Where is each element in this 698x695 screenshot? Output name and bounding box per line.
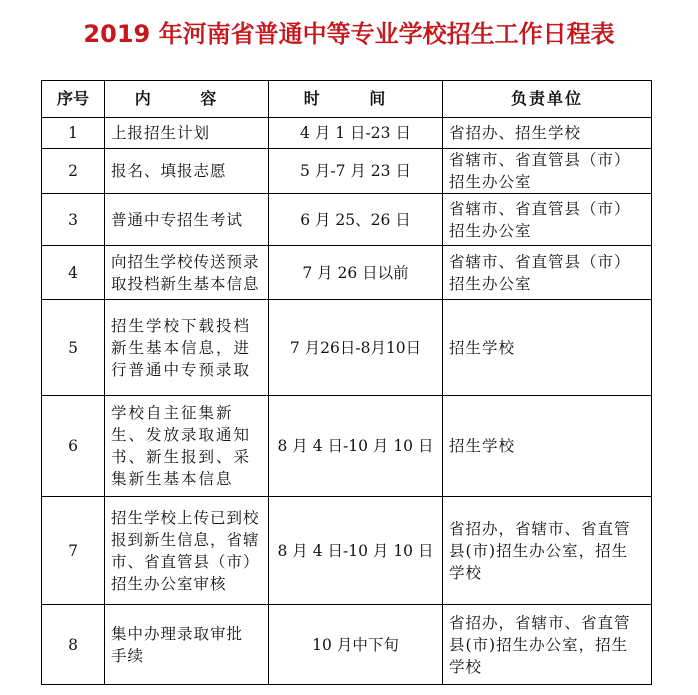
content-line: 招生办公室审核 [111, 574, 227, 593]
row-time: 4 月 1 日-23 日 [269, 118, 443, 149]
row-unit [443, 246, 652, 300]
content-line: 报名、填报志愿 [111, 162, 227, 180]
content-line: 集中办理录取审批 [111, 624, 244, 643]
unit-line: 省辖市、省直管县（市） [449, 199, 631, 218]
table-row [42, 605, 652, 685]
unit-line: 省辖市、省直管县（市） [449, 151, 631, 169]
row-number: 3 [42, 194, 105, 246]
unit-line: 学校 [449, 563, 483, 582]
content-line: 手续 [111, 646, 145, 665]
row-time: 7 月26日-8月10日 [269, 300, 443, 396]
content-line: 学校自主征集新 [111, 404, 234, 422]
table-row [42, 300, 652, 396]
row-unit [443, 396, 652, 497]
header-no: 序号 [42, 81, 105, 118]
row-time: 8 月 4 日-10 月 10 日 [269, 497, 443, 605]
content-line: 招生学校下载投档 [111, 316, 252, 335]
row-content [105, 118, 269, 149]
row-unit [443, 118, 652, 149]
row-time: 10 月中下旬 [269, 605, 443, 685]
row-unit [443, 605, 652, 685]
content-line: 生、发放录取通知 [111, 426, 252, 444]
row-content [105, 194, 269, 246]
content-line: 上报招生计划 [111, 124, 211, 142]
page-title: 2019 年河南省普通中等专业学校招生工作日程表 [83, 20, 615, 48]
unit-line: 招生办公室 [449, 221, 532, 240]
content-line: 取投档新生基本信息 [111, 274, 260, 293]
content-line: 普通中专招生考试 [111, 210, 244, 229]
unit-line: 县(市)招生办公室，招生 [449, 541, 629, 560]
unit-line: 招生办公室 [449, 173, 532, 191]
row-content [105, 396, 269, 497]
row-content [105, 246, 269, 300]
row-number: 6 [42, 396, 105, 497]
content-line: 市、省直管县（市） [111, 552, 260, 571]
unit-line: 省招办、招生学校 [449, 124, 582, 142]
content-line: 集新生基本信息 [111, 470, 234, 488]
header-unit: 负责单位 [443, 81, 652, 118]
unit-line: 县(市)招生办公室，招生 [449, 635, 629, 654]
unit-line: 省辖市、省直管县（市） [449, 252, 631, 271]
row-content [105, 149, 269, 194]
content-line: 报到新生信息，省辖 [111, 530, 260, 549]
row-number: 1 [42, 118, 105, 149]
table-row [42, 194, 652, 246]
table-row [42, 396, 652, 497]
content-line: 书、新生报到、采 [111, 448, 252, 466]
table-row [42, 497, 652, 605]
header-row [42, 81, 652, 118]
row-content [105, 300, 269, 396]
row-unit [443, 300, 652, 396]
content-line: 向招生学校传送预录 [111, 252, 260, 271]
row-content [105, 497, 269, 605]
row-time: 6 月 25、26 日 [269, 194, 443, 246]
schedule-table [41, 80, 652, 685]
unit-line: 招生办公室 [449, 274, 532, 293]
row-number: 5 [42, 300, 105, 396]
row-content [105, 605, 269, 685]
row-unit [443, 194, 652, 246]
row-time: 5 月-7 月 23 日 [269, 149, 443, 194]
row-unit [443, 149, 652, 194]
content-line: 行普通中专预录取 [111, 360, 252, 379]
unit-line: 招生学校 [449, 437, 516, 455]
unit-line: 省招办，省辖市、省直管 [449, 519, 631, 538]
content-line: 新生基本信息，进 [111, 338, 252, 357]
unit-line: 省招办，省辖市、省直管 [449, 613, 631, 632]
table-row [42, 246, 652, 300]
header-content: 内 容 [105, 81, 269, 118]
row-unit [443, 497, 652, 605]
table-row [42, 149, 652, 194]
content-line: 招生学校上传已到校 [111, 508, 260, 527]
row-number: 8 [42, 605, 105, 685]
unit-line: 招生学校 [449, 338, 516, 357]
unit-line: 学校 [449, 657, 483, 676]
row-time: 8 月 4 日-10 月 10 日 [269, 396, 443, 497]
row-time: 7 月 26 日以前 [269, 246, 443, 300]
header-time: 时 间 [269, 81, 443, 118]
row-number: 4 [42, 246, 105, 300]
row-number: 7 [42, 497, 105, 605]
row-number: 2 [42, 149, 105, 194]
table-row [42, 118, 652, 149]
